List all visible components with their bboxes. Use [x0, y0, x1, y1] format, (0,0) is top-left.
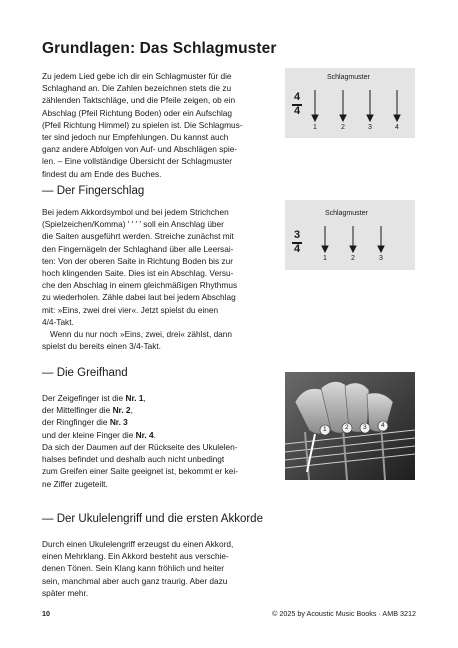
text-line: die Saiten ausgeführt werden. Streiche zunächst mit — [42, 231, 234, 242]
finger-label: 3 — [363, 424, 367, 431]
text-line: ne Ziffer zugeteilt. — [42, 478, 108, 489]
text-line: 4/4-Takt. — [42, 316, 74, 327]
finger-label: 1 — [323, 426, 327, 433]
text-line: ganz andere Abfolgen von Auf- und Abschlägen spie- — [42, 144, 238, 155]
text-line: den Fingernägeln der Schlaghand über alle Leersai- — [42, 243, 234, 254]
pattern-title: Schlagmuster — [327, 74, 370, 81]
finger-number: Nr. 3 — [109, 417, 128, 428]
finger-line — [42, 429, 274, 441]
text-line: zum Greifen einer Saite geeignet ist, bekommt er kei- — [42, 466, 238, 477]
text-line: findest du am Ende des Buches. — [42, 168, 162, 179]
strumming-pattern-4-4 — [285, 68, 415, 138]
ukulelengriff-paragraph — [42, 538, 274, 599]
finger-label: 2 — [345, 424, 349, 431]
page-title: Grundlagen: Das Schlagmuster — [42, 40, 277, 57]
text-run: und der kleine Finger die — [42, 429, 136, 440]
text-line: che den Abschlag in einem gleichmäßigen Rhythmus — [42, 280, 238, 291]
text-run: , — [143, 393, 146, 403]
section-heading-ukulelengriff: — Der Ukulelengriff und die ersten Akkorde — [42, 513, 263, 525]
finger-number: Nr. 2 — [112, 405, 131, 416]
fingerschlag-paragraph — [42, 206, 274, 352]
text-line: Wenn du nur noch »Eins, zwei, drei« zählst, dann — [50, 329, 233, 340]
text-line: halses befindet und deshalb auch nicht unbedingt — [42, 454, 225, 465]
text-run: . — [153, 429, 156, 440]
text-line: ten: Von der oberen Saite in Richtung Boden bis zur — [42, 255, 233, 266]
time-signature-numerator: 3 — [293, 229, 301, 241]
text-line: zählenden Taktschläge, und die Pfeile zeigen, ob ein — [42, 95, 236, 106]
finger-label: 4 — [381, 422, 385, 429]
text-line: zu wiederholen. Zähle dabei laut bei jedem Abschlag — [42, 292, 236, 303]
text-line: einen Mehrklang. Ein Akkord besteht aus verschie- — [42, 551, 229, 562]
text-line: denen Tönen. Sein Klang kann fröhlich und heiter — [42, 563, 225, 574]
text-line: (Pfeil Richtung Himmel) zu spielen ist. Die Schlagmus- — [42, 119, 243, 130]
pattern-title: Schlagmuster — [325, 210, 368, 217]
beat-label: 4 — [395, 124, 399, 131]
hand-photo — [285, 372, 415, 480]
greifhand-finger-list — [42, 392, 274, 441]
page-number: 10 — [42, 609, 50, 618]
time-signature-denominator: 4 — [293, 243, 301, 255]
time-signature-numerator: 4 — [293, 91, 301, 103]
beat-label: 3 — [368, 124, 372, 131]
finger-line — [42, 416, 274, 428]
section-heading-greifhand: — Die Greifhand — [42, 367, 128, 379]
beat-label: 2 — [341, 124, 345, 131]
strumming-pattern-3-4 — [285, 200, 415, 270]
finger-number: Nr. 4 — [135, 429, 154, 440]
text-line: später mehr. — [42, 587, 89, 598]
text-line: (Spielzeichen/Komma) ′ ′ ′ ′ soll ein Anschlag über — [42, 219, 224, 230]
text-line: len. – Eine vollständige Übersicht der Schlagmuster — [42, 156, 233, 167]
text-line: hoch klingenden Saite. Dies ist ein Abschlag. Versu- — [42, 268, 234, 279]
intro-paragraph — [42, 70, 274, 180]
text-line: ter sind jedoch nur Empfehlungen. Du kannst auch — [42, 132, 229, 143]
text-line: sein, manchmal aber auch ganz traurig. Aber dazu — [42, 575, 228, 586]
text-line: Abschlag (Pfeil Richtung Boden) oder ein Aufschlag — [42, 107, 233, 118]
text-line: spielst du bereits einen 3/4-Takt. — [42, 341, 161, 352]
text-line: Zu jedem Lied gebe ich dir ein Schlagmuster für die — [42, 71, 232, 81]
hand-illustration — [285, 372, 415, 480]
text-line: Bei jedem Akkordsymbol und bei jedem Strichchen — [42, 207, 229, 217]
text-run: , — [130, 405, 133, 416]
time-signature-denominator: 4 — [293, 105, 301, 117]
beat-label: 2 — [351, 255, 355, 262]
beat-label: 3 — [379, 255, 383, 262]
beat-label: 1 — [323, 255, 327, 262]
text-run: Der Zeigefinger ist die — [42, 393, 126, 403]
text-line: mit: »Eins, zwei drei vier«. Jetzt spielst du einen — [42, 304, 219, 315]
text-line: Da sich der Daumen auf der Rückseite des Ukulelen- — [42, 442, 238, 452]
beat-label: 1 — [313, 124, 317, 131]
section-heading-fingerschlag: — Der Fingerschlag — [42, 185, 145, 197]
text-line: Durch einen Ukulelengriff erzeugst du einen Akkord, — [42, 539, 234, 549]
text-line: Schlaghand an. Die Zahlen bezeichnen stets die zu — [42, 83, 232, 94]
footer-copyright: © 2025 by Acoustic Music Books · AMB 3212 — [272, 609, 416, 618]
text-run: der Ringfinger die — [42, 417, 110, 428]
finger-line — [42, 404, 274, 416]
text-run: der Mittelfinger die — [42, 405, 113, 416]
down-arrows — [285, 200, 415, 270]
greifhand-paragraph — [42, 441, 274, 490]
finger-number: Nr. 1 — [125, 393, 144, 403]
finger-line — [42, 392, 274, 404]
